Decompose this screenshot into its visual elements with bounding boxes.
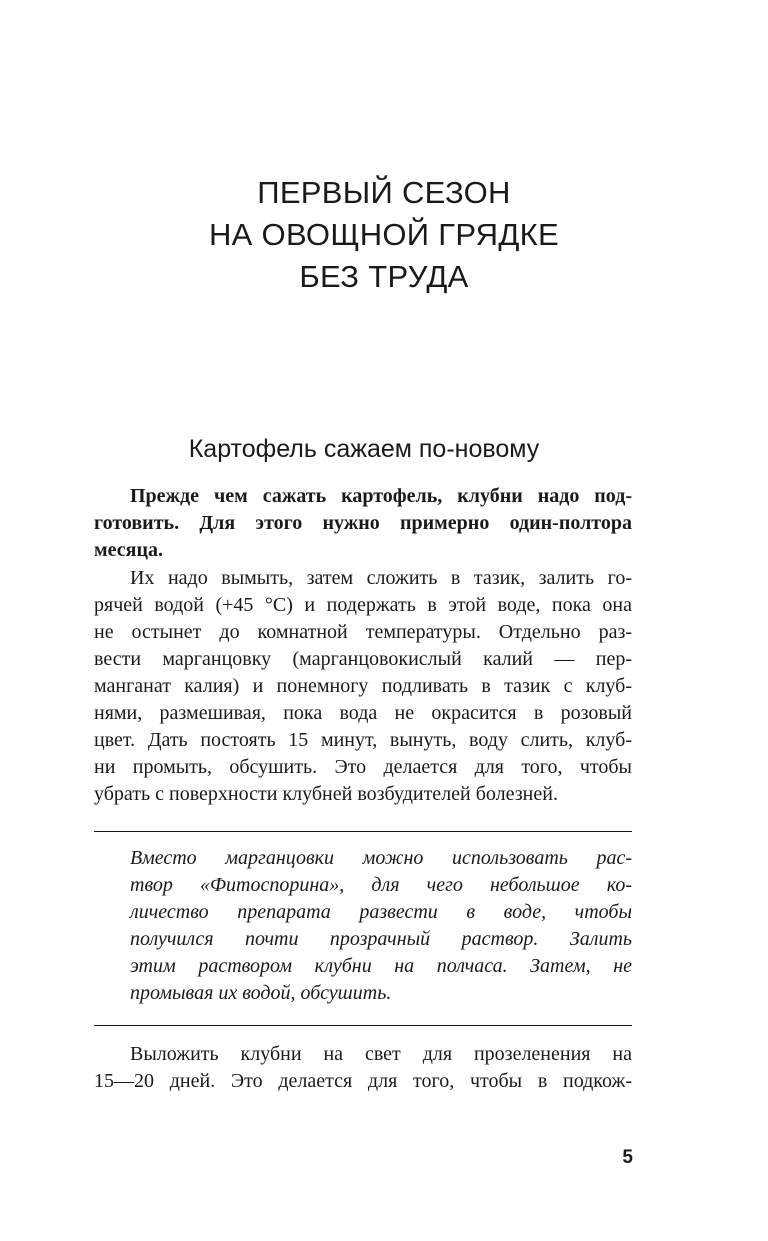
body-paragraph [94,1041,632,1095]
text-line: Выложить клубни на свет для прозеленения на [130,1043,632,1065]
text-line: рячей водой (+45 °С) и подержать в этой воде, пока она [94,594,632,616]
text-line: убрать с поверхности клубней возбудителей болезней. [94,783,558,805]
chapter-title-line: БЕЗ ТРУДА [299,259,469,294]
text-line: манганат калия) и понемногу подливать в тазик с клуб- [94,675,632,697]
chapter-title-line: ПЕРВЫЙ СЕЗОН [257,175,511,210]
section-title: Картофель сажаем по-новому [188,435,540,463]
lead-paragraph [94,483,632,564]
text-line: не остынет до комнатной температуры. Отдельно раз- [94,621,632,643]
text-line: готовить. Для этого нужно примерно один-полтора [94,512,632,534]
text-line: Вместо марганцовки можно использовать рас- [130,847,632,869]
note-box [130,845,632,1007]
note-top-rule [94,831,632,832]
text-line: твор «Фитоспорина», для чего небольшое ко- [130,874,632,896]
text-line: получился почти прозрачный раствор. Залить [130,928,632,950]
note-bottom-rule [94,1025,632,1026]
text-line: личество препарата развести в воде, чтобы [130,901,632,923]
text-line: Их надо вымыть, затем сложить в тазик, залить го- [130,567,632,589]
text-line: 15—20 дней. Это делается для того, чтобы в подкож- [94,1070,632,1092]
body-paragraph [94,565,632,808]
text-line: этим раствором клубни на полчаса. Затем, не [130,955,632,977]
text-line: вести марганцовку (марганцовокислый калий — пер- [94,648,632,670]
chapter-title-line: НА ОВОЩНОЙ ГРЯДКЕ [208,217,559,252]
text-line: ни промыть, обсушить. Это делается для того, чтобы [94,756,632,778]
page-number: 5 [622,1147,633,1168]
text-line: месяца. [94,539,163,561]
chapter-title [0,172,768,298]
text-line: нями, размешивая, пока вода не окрасится в розовый [94,702,632,724]
text-line: промывая их водой, обсушить. [130,982,392,1004]
text-line: Прежде чем сажать картофель, клубни надо под- [130,485,632,507]
text-line: цвет. Дать постоять 15 минут, вынуть, воду слить, клуб- [94,729,632,751]
